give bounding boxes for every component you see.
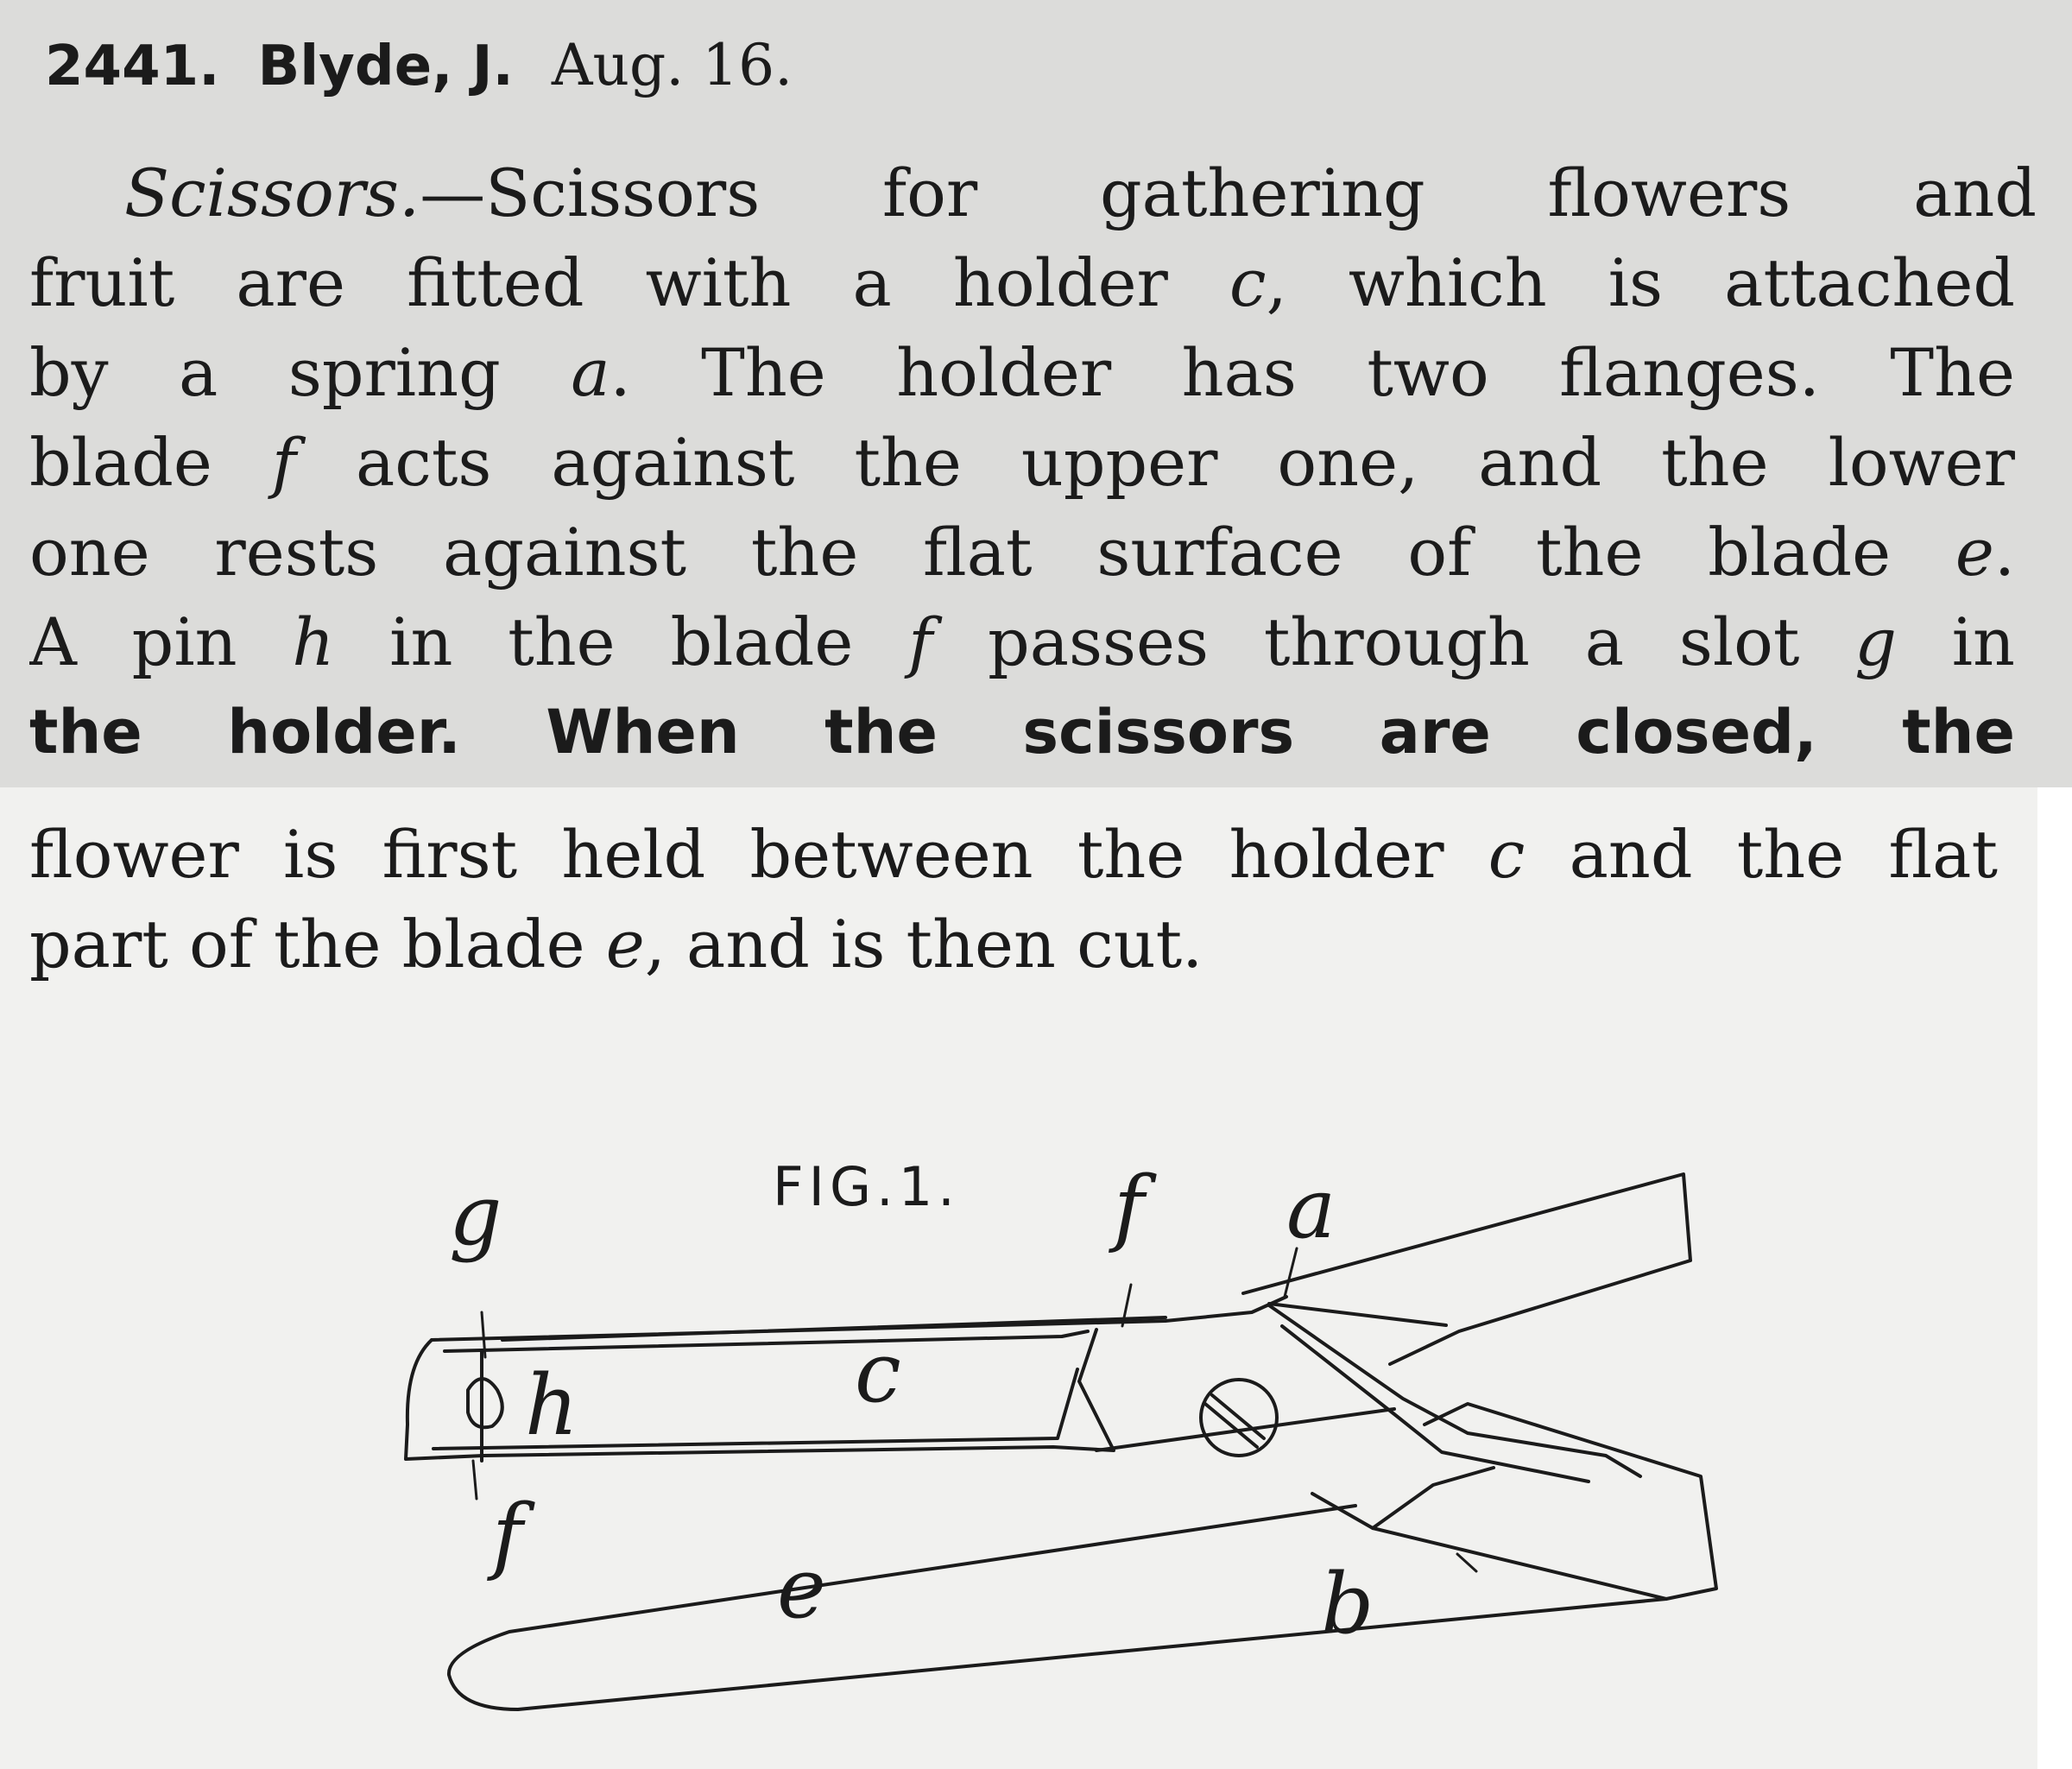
figure-title: FIG.1. [773,1155,960,1218]
text-line: one rests against the flat surface of the blade e. [29,514,2015,591]
label-e: e [777,1540,826,1637]
text-line: fruit are fitted with a holder c, which is attached [29,244,2015,321]
paragraph-bottom [29,810,1998,989]
spring-a [1269,1305,1640,1476]
label-h: h [525,1357,578,1454]
text-line: Scissors.—Scissors for gathering flowers and [124,155,2037,231]
screw-slot [1205,1395,1264,1447]
text-line: by a spring a. The holder has two flanges. The [29,334,2015,411]
leader-b [1457,1554,1476,1571]
leader-f-bottom [473,1461,477,1499]
text-line: A pin h in the blade f passes through a slot g in [29,603,2015,680]
text-line: the holder. When the scissors are closed, the [29,697,2015,768]
label-f-top: f [1114,1159,1145,1255]
text-line: flower is first held between the holder c and the flat [29,816,1998,893]
entry-heading [45,24,793,107]
paragraph-top [29,148,2037,777]
blade-e-edge [1373,1468,1494,1528]
entry-name: Blyde, J. [257,35,514,98]
scissors-figure [371,1105,1753,1744]
page-edge-strip [2037,787,2072,1769]
scissors-drawing [371,1105,1753,1744]
entry-date: Aug. 16. [551,32,793,98]
label-c: c [855,1324,901,1421]
spring-a-inner [1282,1326,1589,1482]
pin-h [468,1352,502,1461]
label-b: b [1321,1556,1374,1652]
text-line: blade f acts against the upper one, and the lower [29,424,2015,501]
label-g: g [449,1167,502,1264]
label-a: a [1286,1160,1336,1257]
label-f-bottom: f [492,1487,523,1583]
entry-number: 2441. [45,35,220,98]
text-line: part of the blade e, and is then cut. [29,906,1203,982]
